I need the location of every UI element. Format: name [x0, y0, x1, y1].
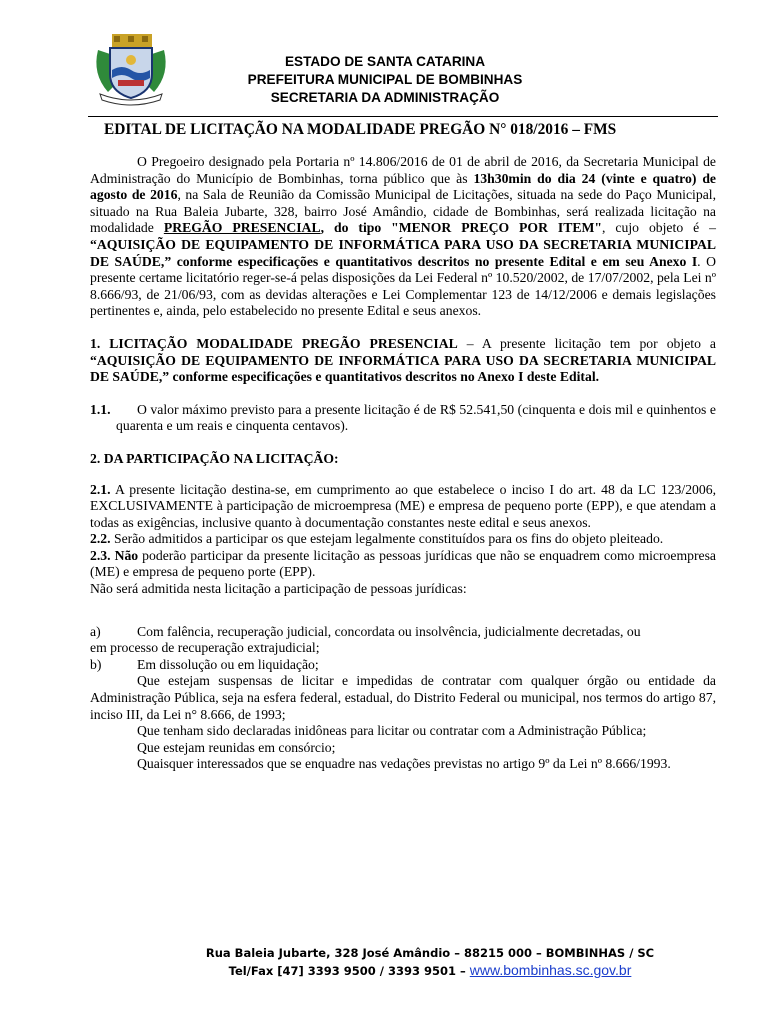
section-2-1-number: 2.1. [90, 481, 111, 497]
list-item-b-marker: b) [90, 656, 102, 672]
section-1-1-number: 1.1. [90, 401, 111, 417]
list-item-f: Quaisquer interessados que se enquadre nas vedações previstas no artigo 9º da Lei nº 8.666/1993. [137, 756, 671, 772]
section-1-1-text: O valor máximo previsto para a presente licitação é de R$ 52.541,50 (cinquenta e dois mil e quinhentos e quarenta e um reais e cinquenta centavos). [116, 401, 716, 434]
list-item-a-text: Com falência, recuperação judicial, concordata ou insolvência, judicialmente decretadas, ou [137, 623, 641, 639]
section-1-object: “AQUISIÇÃO DE EQUIPAMENTO DE INFORMÁTICA PARA USO DA SECRETARIA MUNICIPAL DE SAÚDE,” conforme especificações e quantitativos descritos no Anexo I deste Edital. [90, 352, 716, 385]
footer-contact [150, 962, 710, 980]
list-item-c: Que estejam suspensas de licitar e impedidas de contratar com qualquer órgão ou entidade da Administração Pública, seja na esfera federal, estadual, do Distrito Federal ou municipal, nos termos do artigo 87, inciso III, da Lei n° 8.666, de 1993; [90, 673, 716, 722]
section-2-3-text: poderão participar da presente licitação as pessoas jurídicas que não se enquadrem como microempresa (ME) e empresa de pequeno porte (EPP). [90, 547, 716, 580]
intro-date: 13h30min do dia 24 (vinte e quatro) de agosto de 2016 [90, 170, 717, 203]
section-2-1 [90, 482, 716, 532]
letterhead [0, 0, 770, 118]
section-2-2-text: Serão admitidos a participar os que estejam legalmente constituídos para os fins do objeto pleiteado. [110, 531, 664, 547]
list-item-b-text: Em dissolução ou em liquidação; [137, 656, 319, 672]
intro-text-4: . O presente certame licitatório reger-se-á pelas disposições da Lei Federal nº 10.520/2002, de 17/07/2002, pela Lei nº 8.666/93, de 21/06/93, com as devidas alterações e Lei Complementar 123 de 14/12/2006 e demais legislações pertinentes e, ainda, pelo estabelecido no presente Edital e seus anexos. [90, 253, 716, 319]
list-item-e: Que estejam reunidas em consórcio; [137, 739, 336, 755]
municipality-name: PREFEITURA MUNICIPAL DE BOMBINHAS [247, 72, 523, 87]
section-1 [90, 336, 716, 386]
intro-object: “AQUISIÇÃO DE EQUIPAMENTO DE INFORMÁTICA PARA USO DA SECRETARIA MUNICIPAL DE SAÚDE,” conforme especificações e quantitativos descritos no presente Edital e em seu Anexo I [90, 236, 716, 269]
list-item-b [90, 657, 716, 674]
section-2-1-text: A presente licitação destina-se, em cumprimento ao que estabelece o inciso I do art. 48 da LC 123/2006, EXCLUSIVAMENTE à participação de microempresa (ME) e empresa de pequeno porte (EPP), e que atendam a todas as exigências, inclusive quanto à documentação constantes neste edital e seus anexos. [90, 481, 716, 530]
list-item-a-continued: em processo de recuperação extrajudicial; [90, 640, 320, 656]
section-1-text: – A presente licitação tem por objeto a [457, 335, 717, 351]
section-2-3 [90, 548, 716, 581]
department-name: SECRETARIA DA ADMINISTRAÇÃO [270, 90, 500, 105]
exclusion-intro: Não será admitida nesta licitação a participação de pessoas jurídicas: [90, 581, 467, 597]
state-name: ESTADO DE SANTA CATARINA [284, 54, 486, 69]
section-2-3-number: 2.3. [90, 547, 111, 563]
header-rule [88, 116, 718, 117]
footer-address: Rua Baleia Jubarte, 328 José Amândio – 88215 000 – BOMBINHAS / SC [205, 946, 655, 960]
letterhead-text [160, 53, 610, 107]
section-1-heading: 1. LICITAÇÃO MODALIDADE PREGÃO PRESENCIAL [90, 335, 458, 351]
document-body [90, 154, 716, 773]
intro-text-1: O Pregoeiro designado pela Portaria nº 14.806/2016 de 01 de abril de 2016, da Secretaria Municipal de Administração do Município de Bombinhas, torna público que às [90, 154, 716, 186]
section-2-heading: 2. DA PARTICIPAÇÃO NA LICITAÇÃO: [90, 450, 339, 466]
document-title: EDITAL DE LICITAÇÃO NA MODALIDADE PREGÃO N° 018/2016 – FMS [104, 121, 617, 138]
intro-text-3: , cujo objeto é – [602, 220, 717, 236]
intro-type: , do tipo "MENOR PREÇO POR ITEM" [320, 220, 603, 236]
list-item-d: Que tenham sido declaradas inidôneas para licitar ou contratar com a Administração Pública; [137, 723, 647, 739]
section-2-3-negation: Não [110, 547, 139, 563]
footer-website-link[interactable]: www.bombinhas.sc.gov.br [469, 962, 632, 978]
page-footer [150, 945, 710, 980]
section-2-2-number: 2.2. [90, 531, 111, 547]
footer-phone: Tel/Fax [47] 3393 9500 / 3393 9501 – [228, 964, 470, 978]
list-item-a-marker: a) [90, 623, 101, 639]
intro-modality: PREGÃO PRESENCIAL [163, 220, 321, 236]
intro-paragraph [90, 154, 716, 320]
list-item-a [90, 624, 716, 641]
intro-text-2: , na Sala de Reunião da Comissão Municipal de Licitações, situada na sede do Paço Municipal, situado na Rua Baleia Jubarte, 328, bairro José Amândio, cidade de Bombinhas, será realizada licitação na modalidade [90, 187, 717, 236]
section-2-2 [90, 531, 716, 548]
